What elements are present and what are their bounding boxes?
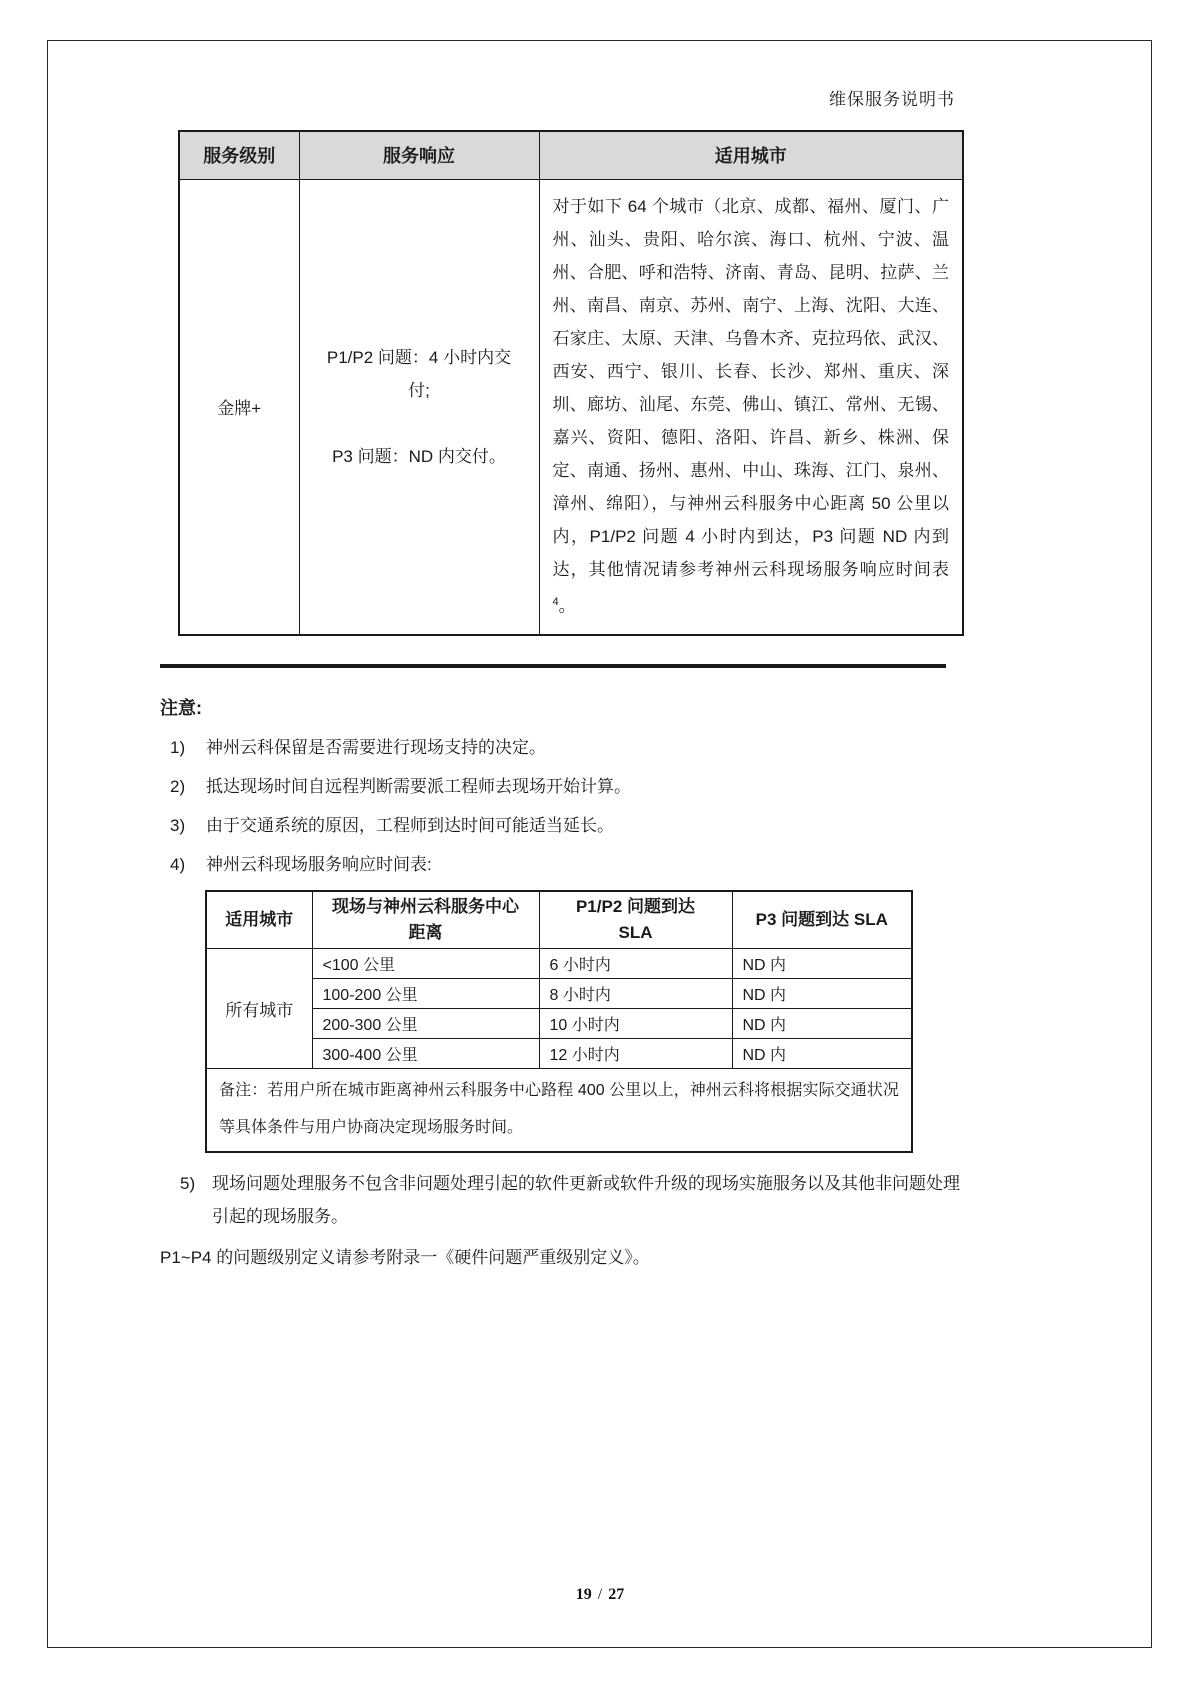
table-row (206, 948, 912, 978)
distance-cell: <100 公里 (312, 948, 539, 978)
table-row (206, 978, 912, 1008)
distance-cell: 300-400 公里 (312, 1038, 539, 1068)
appendix-reference: P1~P4 的问题级别定义请参考附录一《硬件问题严重级别定义》。 (160, 1247, 650, 1267)
remark-cell: 备注：若用户所在城市距离神州云科服务中心路程 400 公里以上，神州云科将根据实际交通状况等具体条件与用户协商决定现场服务时间。 (206, 1068, 912, 1152)
header-p1p2-sla: P1/P2 问题到达 SLA (539, 891, 732, 948)
header-service-response: 服务响应 (299, 131, 539, 179)
p3-sla-cell: ND 内 (732, 948, 912, 978)
note-text: 现场问题处理服务不包含非问题处理引起的软件更新或软件升级的现场实施服务以及其他非问题处理引起的现场服务。 (212, 1173, 960, 1226)
page-number-footer (0, 1586, 1200, 1604)
header-p3-sla: P3 问题到达 SLA (732, 891, 912, 948)
note-number: 2) (170, 777, 186, 797)
p3-sla-cell: ND 内 (732, 1008, 912, 1038)
table-header-row (179, 131, 963, 179)
service-level-table-head (179, 131, 963, 179)
response-p3: P3 问题：ND 内交付。 (332, 446, 506, 466)
p3-sla-cell: ND 内 (732, 1038, 912, 1068)
applicable-cities-cell (539, 179, 963, 635)
note-text: 由于交通系统的原因，工程师到达时间可能适当延长。 (206, 816, 614, 836)
note-number: 5) (180, 1173, 196, 1193)
p1p2-sla-cell: 12 小时内 (539, 1038, 732, 1068)
p1p2-sla-cell: 6 小时内 (539, 948, 732, 978)
note-number: 3) (170, 816, 186, 836)
note-text: 神州云科保留是否需要进行现场支持的决定。 (206, 738, 546, 758)
header-service-level: 服务级别 (179, 131, 299, 179)
note-number: 1) (170, 738, 186, 758)
total-page-count: 27 (608, 1586, 625, 1603)
table-row (206, 1008, 912, 1038)
service-response-cell (299, 179, 539, 635)
service-level-table (178, 130, 964, 636)
service-level-value: 金牌+ (179, 179, 299, 635)
table-row (206, 1038, 912, 1068)
table-remark-row (206, 1068, 912, 1152)
notes-title: 注意: (160, 698, 202, 719)
table-header-row (206, 891, 912, 948)
distance-cell: 100-200 公里 (312, 978, 539, 1008)
cities-paragraph: 对于如下 64 个城市（北京、成都、福州、厦门、广州、汕头、贵阳、哈尔滨、海口、杭州、宁波、温州、合肥、呼和浩特、济南、青岛、昆明、拉萨、兰州、南昌、南京、苏州、南宁、上海、沈阳、大连、石家庄、太原、天津、乌鲁木齐、克拉玛依、武汉、西安、西宁、银川、长春、长沙、郑州、重庆、深圳、廊坊、汕尾、东莞、佛山、镇江、常州、无锡、嘉兴、资阳、德阳、洛阳、许昌、新乡、株洲、保定、南通、扬州、惠州、中山、珠海、江门、泉州、漳州、绵阳），与神州云科服务中心距离 50 公里以内，P1/P2 问题 4 小时内到达，P3 问题 ND 内到达，其他情况请参考神州云科现场服务响应时间表 (552, 196, 949, 579)
note-item-4 (160, 854, 960, 876)
sla-table-body (206, 948, 912, 1152)
sla-response-table (205, 890, 913, 1153)
note-text: 神州云科现场服务响应时间表: (206, 855, 432, 875)
note-text: 抵达现场时间自远程判断需要派工程师去现场开始计算。 (206, 777, 631, 797)
p3-sla-cell: ND 内 (732, 978, 912, 1008)
header-applicable-city: 适用城市 (206, 891, 312, 948)
distance-cell: 200-300 公里 (312, 1008, 539, 1038)
header-distance: 现场与神州云科服务中心 距离 (312, 891, 539, 948)
note-item-3 (160, 815, 960, 837)
p1p2-sla-cell: 10 小时内 (539, 1008, 732, 1038)
current-page-number: 19 (575, 1586, 592, 1603)
note-item-1 (160, 737, 960, 759)
p1p2-sla-cell: 8 小时内 (539, 978, 732, 1008)
page-content (160, 130, 960, 1273)
page-number-separator: / (597, 1586, 603, 1603)
header-applicable-cities: 适用城市 (539, 131, 963, 179)
response-p1p2: P1/P2 问题：4 小时内交付; (326, 347, 512, 400)
sla-table-head (206, 891, 912, 948)
section-divider-rule (160, 664, 946, 668)
note-item-2 (160, 776, 960, 798)
service-level-table-body (179, 179, 963, 635)
note-number: 4) (170, 855, 186, 875)
city-group-cell: 所有城市 (206, 948, 312, 1068)
table-row (179, 179, 963, 635)
note-item-5 (160, 1167, 970, 1233)
cities-period: 。 (558, 596, 576, 616)
footnote-reference-4: 4 (552, 595, 559, 608)
document-header-title: 维保服务说明书 (829, 90, 955, 109)
